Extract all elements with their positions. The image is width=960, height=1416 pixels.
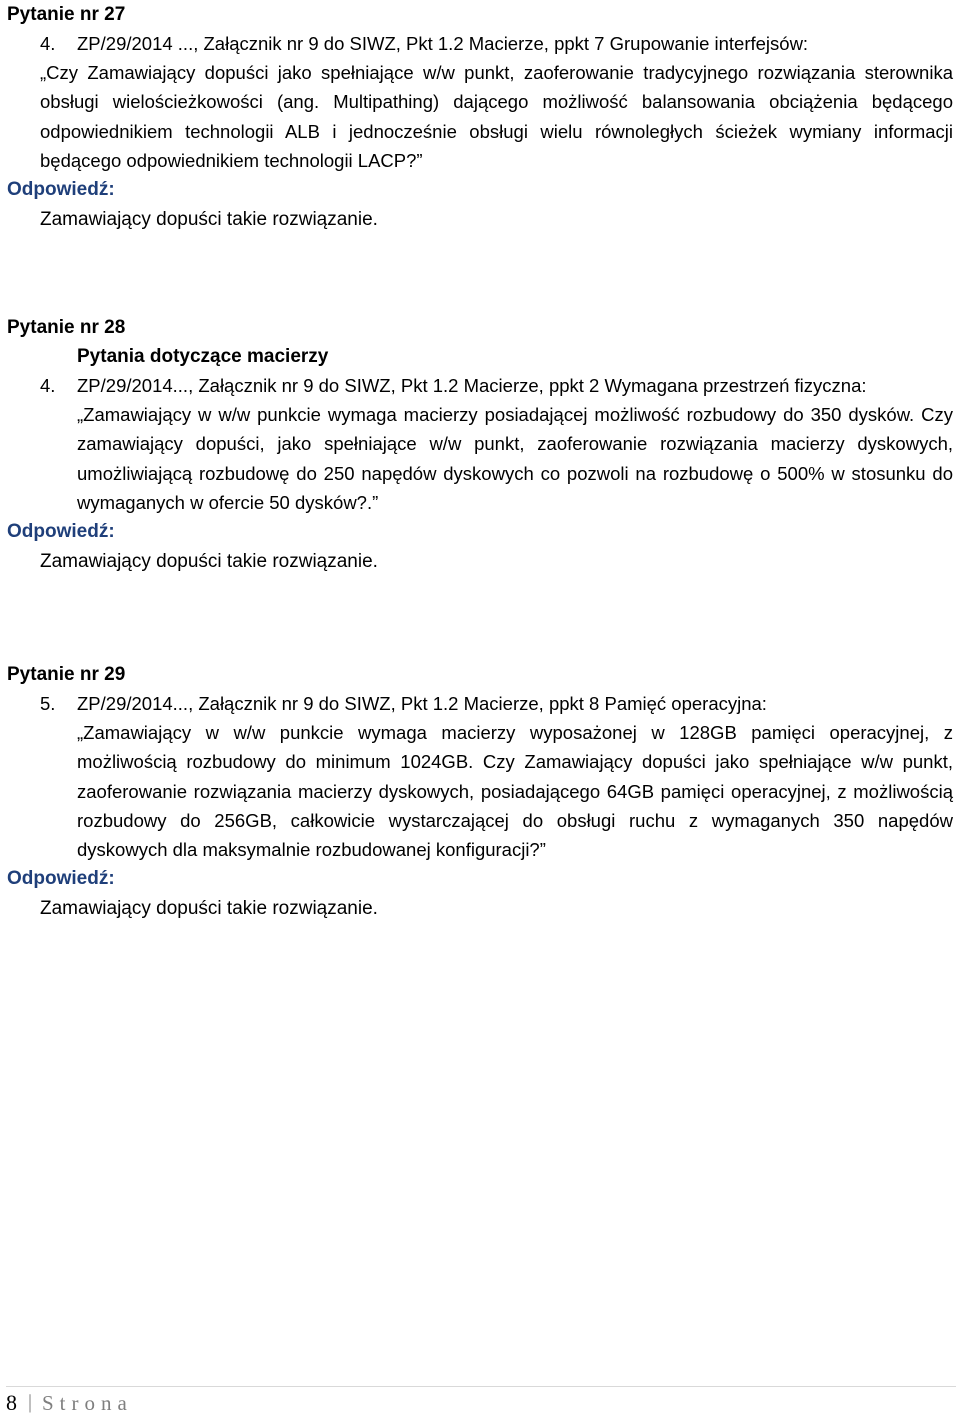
answer-text: Zamawiający dopuści takie rozwiązanie.: [40, 898, 378, 920]
page-footer: [6, 1386, 956, 1415]
question-title: Pytanie nr 29: [7, 664, 126, 685]
question-title: Pytanie nr 28: [7, 317, 126, 338]
question-title: Pytanie nr 27: [7, 4, 126, 25]
question-subtitle: Pytania dotyczące macierzy: [77, 346, 329, 367]
item-question: „Czy Zamawiający dopuści jako spełniające w/w punkt, zaoferowanie tradycyjnego rozwiązania sterownika obsługi wielościeżkowości (ang. Multipathing) dającego możliwość balansowania obciążenia będącego odpowiednikiem technologii ALB i jednocześnie obsługi wielu równoległych ścieżek wymiany informacji będącego odpowiednikiem technologii LACP?”: [40, 62, 953, 171]
item-question: „Zamawiający w w/w punkcie wymaga macierzy wyposażonej w 128GB pamięci operacyjnej, z możliwością rozbudowy do minimum 1024GB. Czy Zamawiający dopuści jako spełniające w/w punkt, zaoferowanie rozwiązania macierzy dyskowych, posiadającego 64GB pamięci operacyjnej, z możliwością rozbudowy do 256GB, całkowicie wystarczającej do obsługi ruchu z wymaganych 350 napędów dyskowych dla maksymalnie rozbudowanej konfiguracji?”: [77, 722, 953, 861]
answer-text: Zamawiający dopuści takie rozwiązanie.: [40, 551, 378, 573]
answer-text: Zamawiający dopuści takie rozwiązanie.: [40, 209, 378, 231]
item-number: 4.: [40, 33, 56, 54]
item-reference: ZP/29/2014 ..., Załącznik nr 9 do SIWZ, Pkt 1.2 Macierze, ppkt 7 Grupowanie interfejsów:: [77, 33, 809, 54]
question-item: [7, 29, 953, 175]
question-28: [7, 313, 953, 577]
answer-label: Odpowiedź:: [7, 521, 115, 543]
question-27: [7, 0, 953, 235]
footer-label: Strona: [42, 1391, 133, 1415]
item-reference: ZP/29/2014..., Załącznik nr 9 do SIWZ, Pkt 1.2 Macierze, ppkt 8 Pamięć operacyjna:: [77, 693, 767, 714]
page-number: 8: [6, 1390, 17, 1415]
item-reference: ZP/29/2014..., Załącznik nr 9 do SIWZ, Pkt 1.2 Macierze, ppkt 2 Wymagana przestrzeń fizyczna:: [77, 375, 867, 396]
answer-label: Odpowiedź:: [7, 868, 115, 890]
item-number: 5.: [40, 693, 56, 714]
question-29: [7, 660, 953, 924]
item-question: „Zamawiający w w/w punkcie wymaga macierzy posiadającej możliwość rozbudowy do 350 dysków. Czy zamawiający dopuści, jako spełniające w/w punkt, zaoferowanie rozwiązania macierzy dyskowych, umożliwiającą rozbudowę do 250 napędów dyskowych co pozwoli na rozbudowę o 500% w stosunku do wymaganych w ofercie 50 dysków?.”: [77, 404, 953, 513]
question-item: [7, 371, 953, 517]
footer-separator: |: [28, 1391, 33, 1413]
question-item: [7, 689, 953, 864]
item-number: 4.: [40, 375, 56, 396]
answer-label: Odpowiedź:: [7, 179, 115, 201]
